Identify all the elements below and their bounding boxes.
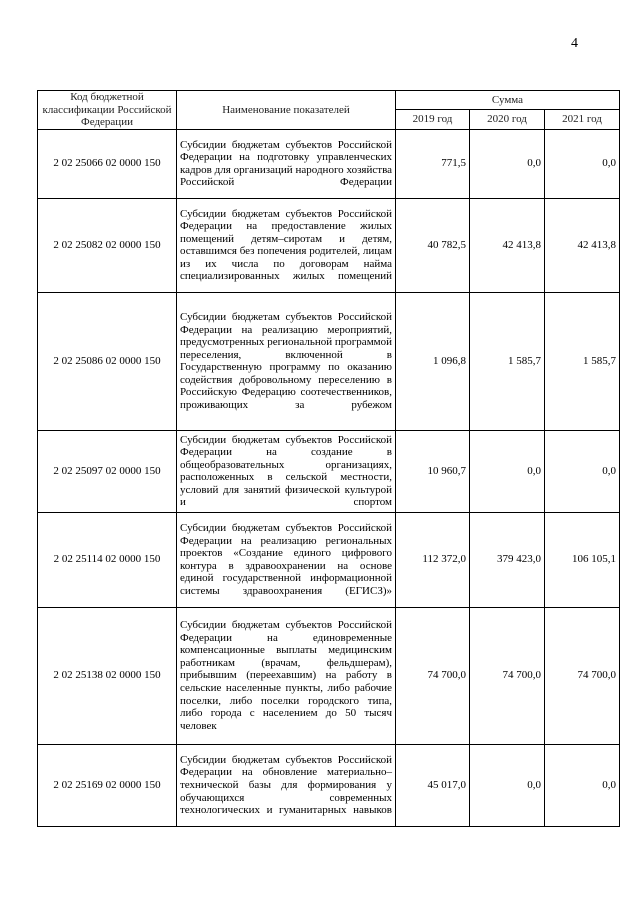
row-code: 2 02 25097 02 0000 150 <box>38 430 177 512</box>
table-row <box>38 198 620 292</box>
row-value-2019: 771,5 <box>396 129 470 198</box>
row-name: Субсидии бюджетам субъектов Российской Федерации на реализацию мероприятий, предусмотренных региональной программой переселения, включенной в Государственную программу по оказанию содействия добровольному переселению в Российскую Федерацию соотечественников, проживающих за рубежом <box>177 292 396 430</box>
table-row <box>38 430 620 512</box>
row-value-2021: 1 585,7 <box>545 292 620 430</box>
row-value-2019: 112 372,0 <box>396 512 470 607</box>
header-year-2019: 2019 год <box>396 109 470 129</box>
row-value-2021: 42 413,8 <box>545 198 620 292</box>
row-value-2021: 106 105,1 <box>545 512 620 607</box>
row-value-2020: 42 413,8 <box>470 198 545 292</box>
row-code: 2 02 25066 02 0000 150 <box>38 129 177 198</box>
row-value-2020: 0,0 <box>470 744 545 826</box>
row-name: Субсидии бюджетам субъектов Российской Федерации на подготовку управленческих кадров для организаций народного хозяйства Российской Федерации <box>177 129 396 198</box>
header-name: Наименование показателей <box>177 91 396 130</box>
budget-table <box>37 90 620 827</box>
row-value-2019: 74 700,0 <box>396 607 470 744</box>
row-code: 2 02 25169 02 0000 150 <box>38 744 177 826</box>
row-code: 2 02 25114 02 0000 150 <box>38 512 177 607</box>
row-code: 2 02 25086 02 0000 150 <box>38 292 177 430</box>
row-name: Субсидии бюджетам субъектов Российской Федерации на предоставление жилых помещений детям–сиротам и детям, оставшимся без попечения родителей, лицам из их числа по договорам найма специализированных жилых помещений <box>177 198 396 292</box>
row-name: Субсидии бюджетам субъектов Российской Федерации на реализацию региональных проектов «Создание единого цифрового контура в здравоохранении на основе единой государственной информационной системы здравоохранения (ЕГИСЗ)» <box>177 512 396 607</box>
row-value-2019: 45 017,0 <box>396 744 470 826</box>
row-value-2021: 0,0 <box>545 744 620 826</box>
row-value-2019: 40 782,5 <box>396 198 470 292</box>
row-name: Субсидии бюджетам субъектов Российской Федерации на создание в общеобразовательных организациях, расположенных в сельской местности, условий для занятий физической культурой и спортом <box>177 430 396 512</box>
page-number: 4 <box>571 36 578 51</box>
row-value-2020: 74 700,0 <box>470 607 545 744</box>
table-row <box>38 512 620 607</box>
row-value-2021: 74 700,0 <box>545 607 620 744</box>
table-row <box>38 292 620 430</box>
row-name: Субсидии бюджетам субъектов Российской Федерации на единовременные компенсационные выплаты медицинским работникам (врачам, фельдшерам), прибывшим (переехавшим) на работу в сельские населенные пункты, либо рабочие поселки, либо поселки городского типа, либо города с населением до 50 тысяч человек <box>177 607 396 744</box>
row-code: 2 02 25138 02 0000 150 <box>38 607 177 744</box>
row-value-2020: 1 585,7 <box>470 292 545 430</box>
row-value-2020: 0,0 <box>470 430 545 512</box>
table-row <box>38 607 620 744</box>
table-row <box>38 129 620 198</box>
row-value-2019: 1 096,8 <box>396 292 470 430</box>
row-value-2019: 10 960,7 <box>396 430 470 512</box>
header-code: Код бюджетной классификации Российской Федерации <box>38 91 177 130</box>
row-code: 2 02 25082 02 0000 150 <box>38 198 177 292</box>
header-year-2021: 2021 год <box>545 109 620 129</box>
row-value-2021: 0,0 <box>545 430 620 512</box>
row-value-2020: 379 423,0 <box>470 512 545 607</box>
header-sum: Сумма <box>396 91 620 110</box>
table-row <box>38 744 620 826</box>
row-value-2020: 0,0 <box>470 129 545 198</box>
row-value-2021: 0,0 <box>545 129 620 198</box>
row-name: Субсидии бюджетам субъектов Российской Федерации на обновление материально–технической базы для формирования у обучающихся современных технологических и гуманитарных навыков <box>177 744 396 826</box>
header-year-2020: 2020 год <box>470 109 545 129</box>
